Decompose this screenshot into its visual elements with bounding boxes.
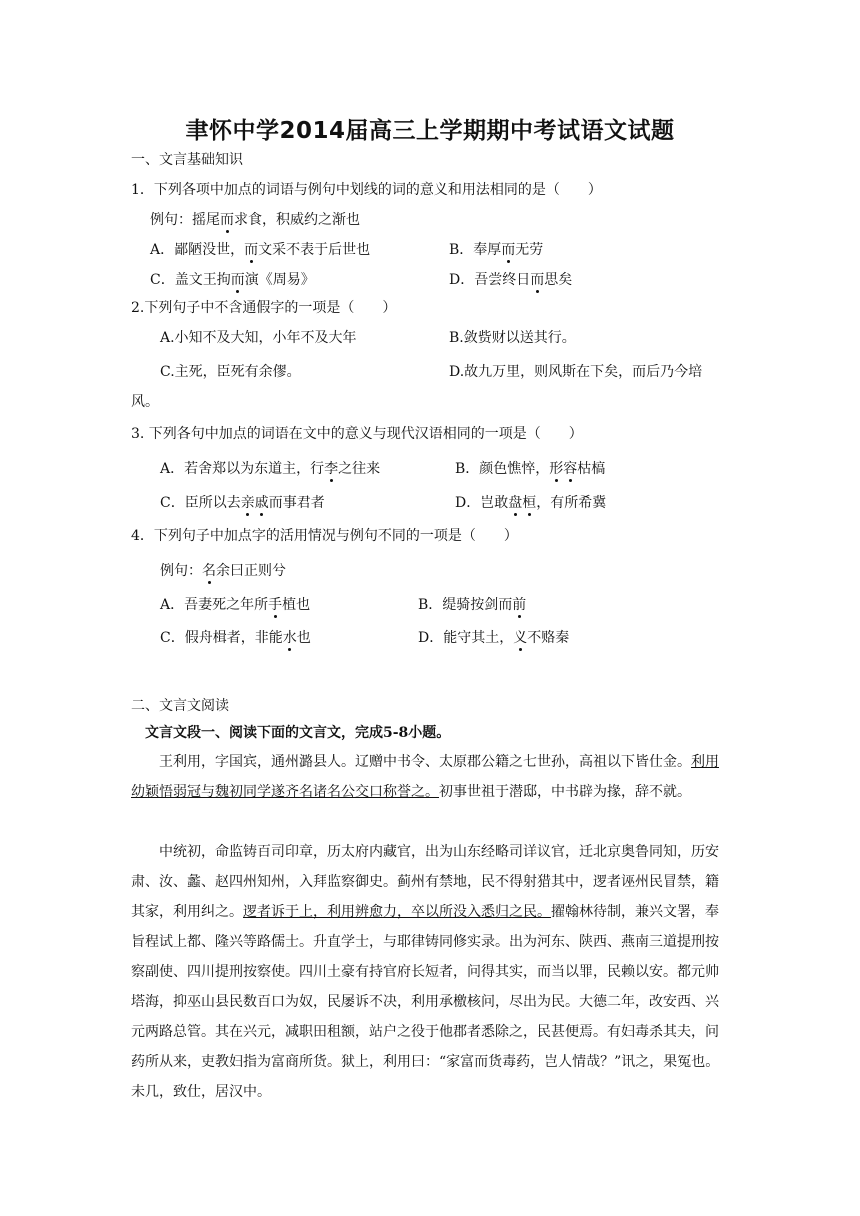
q4-d-dotted-word: 义 (513, 630, 528, 646)
q1-option-b: B．奉厚而无劳 (449, 242, 544, 258)
passage-p1-text-a: 王利用，字国宾，通州潞县人。辽赠中书令、太原郡公籍之七世孙，高祖以下皆仕金。 (159, 754, 691, 770)
q3-c-dotted-word-2: 戚 (254, 495, 269, 511)
q1-d-dotted-word: 而 (530, 272, 545, 288)
q2-option-a: A.小知不及大知，小年不及大年 (160, 330, 357, 346)
passage-title: 文言文段一、阅读下面的文言文，完成5-8小题。 (145, 725, 451, 741)
q4-example: 例句：名余曰正则兮 (160, 563, 286, 579)
passage-p2-underlined: 逻者诉于上，利用辨愈力，卒以所没入悉归之民。 (243, 904, 551, 920)
passage-p2-text-b: 擢翰林待制，兼兴文署，奉旨程试上都、隆兴等路儒士。升直学士，与耶律铸同修实录。出为河东、陕西、燕南三道提刑按察副使、四川提刑按察使。四川土豪有持官府长短者，问得其实，而当以罪，民赖以安。都元帅塔海，抑巫山县民数百口为奴，民屡诉不决，利用承檄核问，尽出为民。大德二年，改安西、兴元两路总管。其在兴元，减职田租额，站户之役于他郡者悉除之，民甚便焉。有妇毒杀其夫，问药所从来，吏教妇指为富商所货。狱上，利用曰：“家富而货毒药，岂人情哉？”讯之，果冤也。未几，致仕，居汉中。 (131, 904, 720, 1100)
q3-a-dotted-word: 李 (324, 461, 339, 477)
q3-c-dotted-word-1: 亲 (240, 495, 255, 511)
q2-option-d-continued: 风。 (131, 394, 159, 410)
q3-stem: 3. 下列各句中加点的词语在文中的意义与现代汉语相同的一项是（ ） (131, 426, 583, 442)
q1-option-d: D．吾尝终日而思矣 (449, 272, 573, 288)
q1-example-dotted-word: 而 (220, 212, 234, 228)
q4-option-a: A．吾妻死之年所手植也 (160, 597, 311, 613)
q3-d-dotted-word-2: 桓 (522, 495, 537, 511)
q1-option-a: A．鄙陋没世，而文采不表于后世也 (150, 242, 371, 258)
q4-option-b: B．缇骑按剑而前 (418, 597, 527, 613)
q4-a-dotted-word: 手 (268, 597, 283, 613)
passage-p1-underlined: 利用幼颖悟弱冠与魏初同学遂齐名诸名公交口称誉之。 (131, 754, 719, 800)
q2-stem: 2.下列句子中不含通假字的一项是（ ） (131, 300, 397, 316)
q1-example: 例句：摇尾而求食，积威约之渐也 (150, 212, 360, 228)
q3-option-c: C．臣所以去亲戚而事君者 (160, 495, 325, 511)
page-title: 聿怀中学2014届高三上学期期中考试语文试题 (185, 118, 675, 144)
q4-b-dotted-word: 前 (512, 597, 527, 613)
q4-stem: 4．下列句子中加点字的活用情况与例句不同的一项是（ ） (131, 528, 518, 544)
q2-option-c: C.主死，臣死有余僇。 (160, 364, 301, 380)
q2-option-b: B.敛赀财以送其行。 (449, 330, 576, 346)
q3-d-dotted-word-1: 盘 (508, 495, 523, 511)
q3-option-d: D．岂敢盘桓，有所希冀 (455, 495, 607, 511)
q1-option-c: C．盖文王拘而演《周易》 (150, 272, 315, 288)
q2-option-d: D.故九万里，则风斯在下矣，而后乃今培 (449, 364, 703, 380)
passage-paragraph-1 (131, 747, 731, 807)
q1-b-dotted-word: 而 (501, 242, 516, 258)
q3-option-b: B．颜色憔悴，形容枯槁 (455, 461, 606, 477)
section2-heading: 二、文言文阅读 (131, 698, 229, 714)
q4-c-dotted-word: 水 (282, 630, 297, 646)
passage-p1-text-b: 初事世祖于潜邸，中书辟为掾，辞不就。 (439, 784, 691, 800)
q1-c-dotted-word: 而 (230, 272, 245, 288)
q3-option-a: A．若舍郑以为东道主，行李之往来 (160, 461, 381, 477)
q4-option-c: C．假舟楫者，非能水也 (160, 630, 311, 646)
q4-example-dotted-word: 名 (202, 563, 216, 579)
q3-b-dotted-word-2: 容 (563, 461, 578, 477)
q3-b-dotted-word-1: 形 (549, 461, 564, 477)
q4-option-d: D．能守其土，义不赂秦 (418, 630, 570, 646)
passage-paragraph-2 (131, 837, 731, 1107)
passage-p2-text-a: 中统初，命监铸百司印章，历太府内藏官，出为山东经略司详议官，迁北京奥鲁同知，历安肃、汝、蠡、赵四州知州，入拜监察御史。蓟州有禁地，民不得射猎其中，逻者诬州民冒禁，籍其家，利用纠之。 (131, 844, 719, 920)
q1-stem: 1．下列各项中加点的词语与例句中划线的词的意义和用法相同的是（ ） (131, 182, 602, 198)
section1-heading: 一、文言基础知识 (131, 152, 243, 168)
q1-a-dotted-word: 而 (244, 242, 259, 258)
